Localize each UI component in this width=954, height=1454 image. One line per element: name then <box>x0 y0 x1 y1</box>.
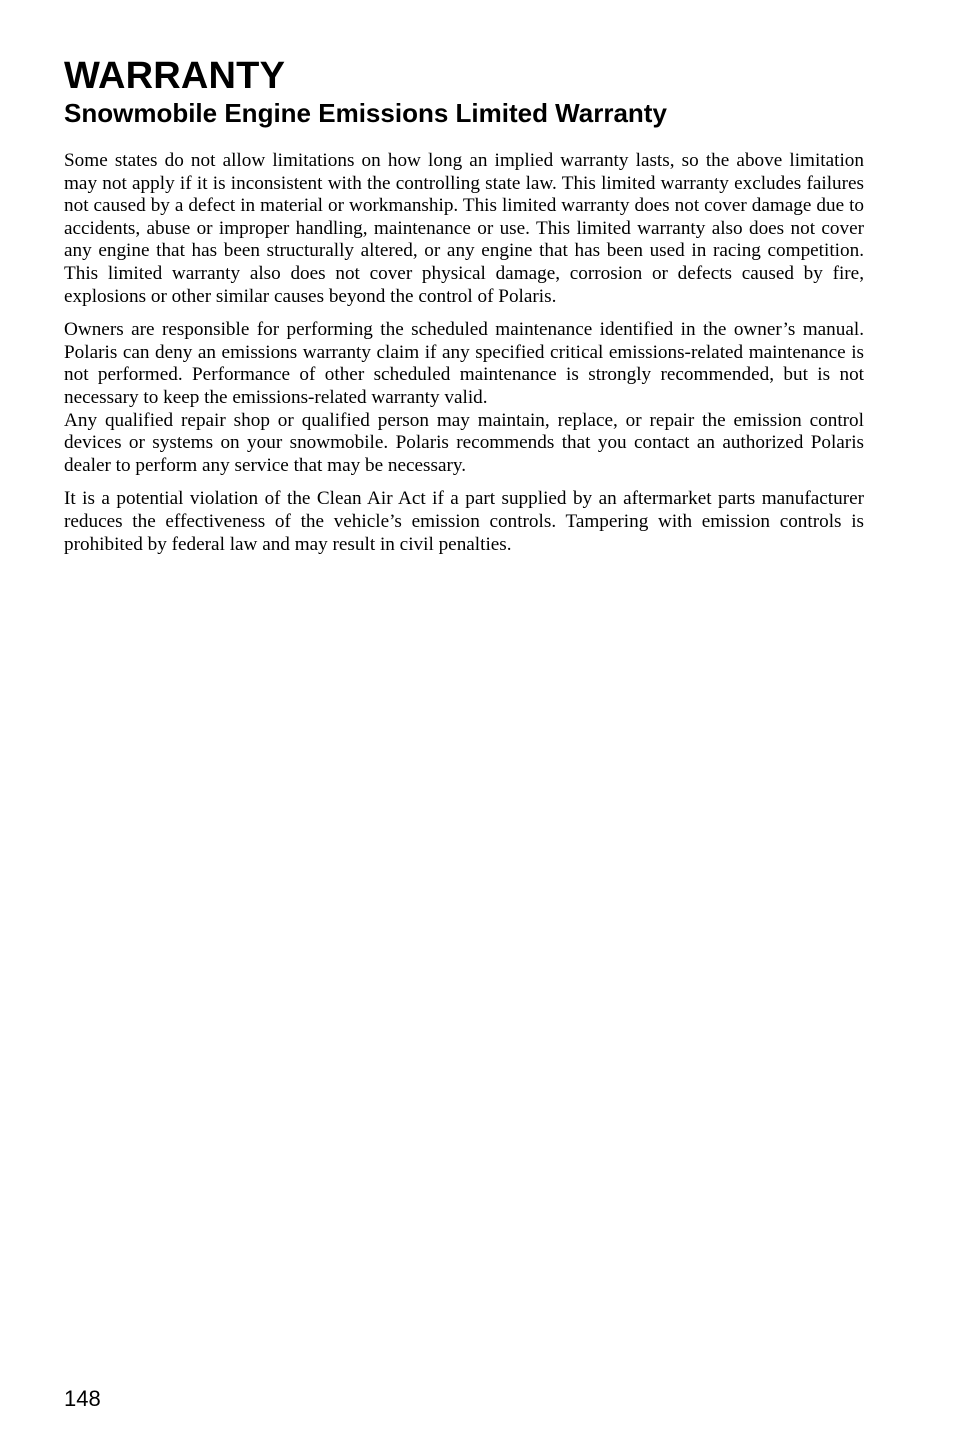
paragraph-limitations: Some states do not allow limitations on how long an implied warranty lasts, so the above limitation may not apply if it is inconsistent with the controlling state law. This limited warranty excludes failures not caused by a defect in material or workmanship. This limited warranty does not cover damage due to accidents, abuse or improper handling, maintenance or use. This limited warranty also does not cover any engine that has been structurally altered, or any engine that has been used in racing competition. This limited warranty also does not cover physical damage, corrosion or defects caused by fire, explosions or other similar causes beyond the control of Polaris. <box>64 150 864 307</box>
page-title: WARRANTY <box>64 55 286 97</box>
warranty-body <box>64 150 864 556</box>
page-content <box>64 56 864 567</box>
paragraph-clean-air-act: It is a potential violation of the Clean Air Act if a part supplied by an aftermarket parts manufacturer reduces the effectiveness of the vehicle’s emission controls. Tampering with emission controls is prohibited by federal law and may result in civil penalties. <box>64 488 864 555</box>
paragraph-owner-responsibility: Owners are responsible for performing the scheduled maintenance identified in the owner’s manual. Polaris can deny an emissions warranty claim if any specified critical emissions-related maintenance is not performed. Performance of other scheduled maintenance is strongly recommended, but is not necessary to keep the emissions-related warranty valid. <box>64 319 864 408</box>
page-number: 148 <box>64 1386 101 1411</box>
paragraph-qualified-repair: Any qualified repair shop or qualified person may maintain, replace, or repair the emission control devices or systems on your snowmobile. Polaris recommends that you contact an authorized Polaris dealer to perform any service that may be necessary. <box>64 409 864 476</box>
section-subtitle: Snowmobile Engine Emissions Limited Warranty <box>64 98 667 128</box>
